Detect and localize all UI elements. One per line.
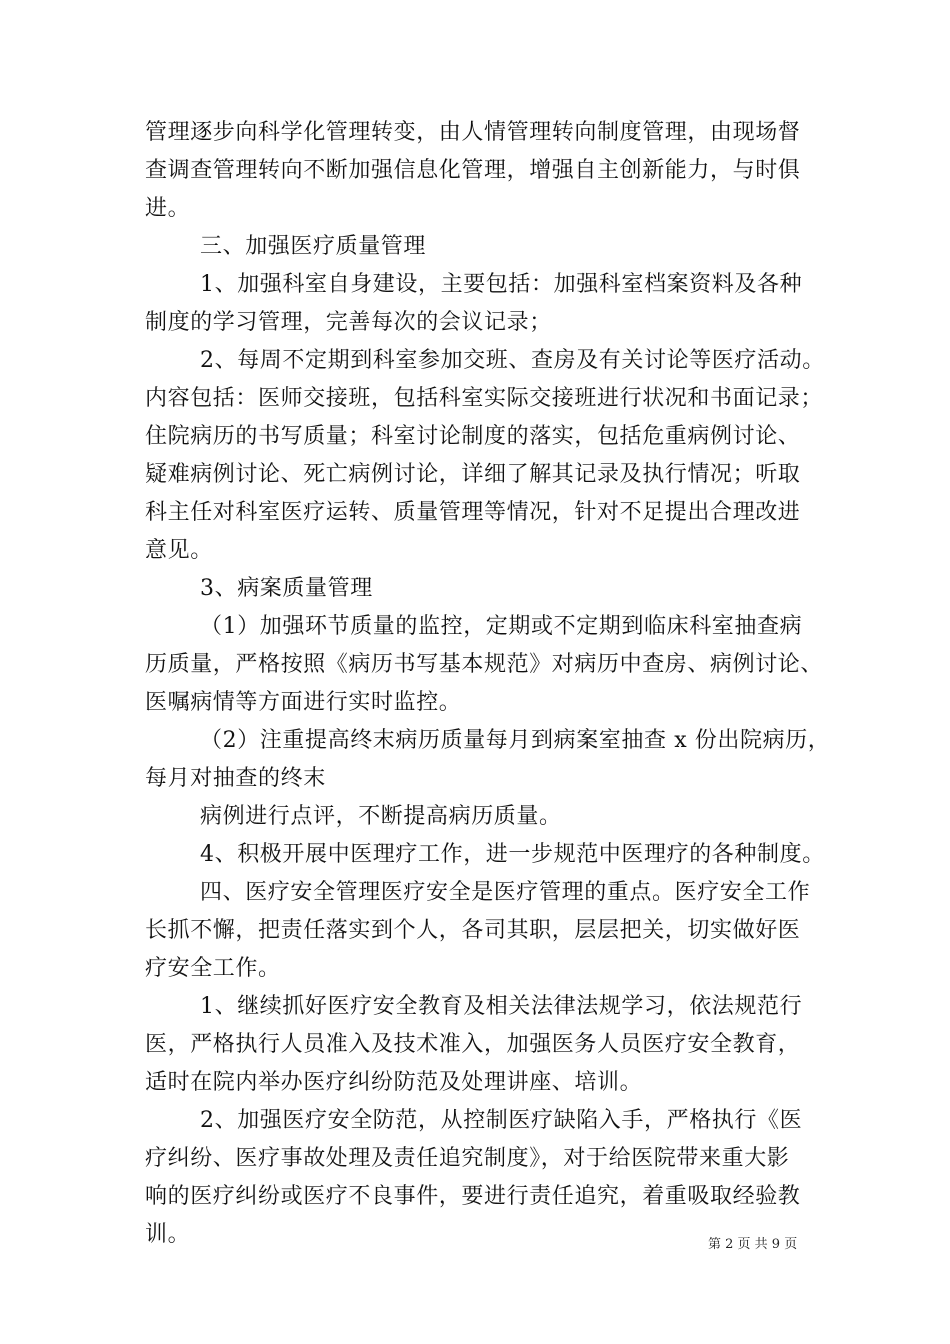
body-line: 科主任对科室医疗运转、质量管理等情况，针对不足提出合理改进 [145, 500, 801, 525]
body-line: （1）加强环节质量的监控，定期或不定期到临床科室抽查病 [200, 614, 803, 639]
body-line: 适时在院内举办医疗纠纷防范及处理讲座、培训。 [145, 1070, 643, 1095]
section-heading: 四、医疗安全管理医疗安全是医疗管理的重点。医疗安全工作 [200, 880, 811, 905]
body-line: （2）注重提高终末病历质量每月到病案室抽查 x 份出院病历， [200, 728, 831, 753]
body-line: 进。 [145, 196, 191, 221]
body-line: 疑难病例讨论、死亡病例讨论，详细了解其记录及执行情况；听取 [145, 462, 801, 487]
page-number: 第 2 页 共 9 页 [708, 1237, 798, 1252]
body-line: 4、积极开展中医理疗工作，进一步规范中医理疗的各种制度。 [200, 842, 825, 867]
subsection-heading: 3、病案质量管理 [200, 576, 373, 601]
body-line: 查调查管理转向不断加强信息化管理，增强自主创新能力，与时俱 [145, 158, 801, 183]
body-line: 疗纠纷、医疗事故处理及责任追究制度》，对于给医院带来重大影 [145, 1146, 790, 1171]
body-line: 2、加强医疗安全防范，从控制医疗缺陷入手，严格执行《医 [200, 1108, 803, 1133]
body-line: 响的医疗纠纷或医疗不良事件，要进行责任追究，着重吸取经验教 [145, 1184, 801, 1209]
body-line: 病例进行点评，不断提高病历质量。 [200, 804, 562, 829]
body-line: 制度的学习管理，完善每次的会议记录； [145, 310, 552, 335]
body-line: 1、加强科室自身建设，主要包括：加强科室档案资料及各种 [200, 272, 803, 297]
body-line: 长抓不懈，把责任落实到个人，各司其职，层层把关，切实做好医 [145, 918, 801, 943]
body-line: 意见。 [145, 538, 213, 563]
body-line: 医，严格执行人员准入及技术准入，加强医务人员医疗安全教育， [145, 1032, 801, 1057]
body-line: 1、继续抓好医疗安全教育及相关法律法规学习，依法规范行 [200, 994, 803, 1019]
body-line: 管理逐步向科学化管理转变，由人情管理转向制度管理，由现场督 [145, 120, 801, 145]
body-line: 医嘱病情等方面进行实时监控。 [145, 690, 462, 715]
body-line: 住院病历的书写质量；科室讨论制度的落实，包括危重病例讨论、 [145, 424, 801, 449]
body-line: 每月对抽查的终末 [145, 766, 326, 791]
section-heading: 三、加强医疗质量管理 [200, 234, 427, 259]
body-line: 训。 [145, 1222, 191, 1247]
body-line: 2、每周不定期到科室参加交班、查房及有关讨论等医疗活动。 [200, 348, 825, 373]
body-line: 历质量，严格按照《病历书写基本规范》对病历中查房、病例讨论、 [145, 652, 824, 677]
body-line: 疗安全工作。 [145, 956, 281, 981]
body-line: 内容包括：医师交接班，包括科室实际交接班进行状况和书面记录； [145, 386, 824, 411]
